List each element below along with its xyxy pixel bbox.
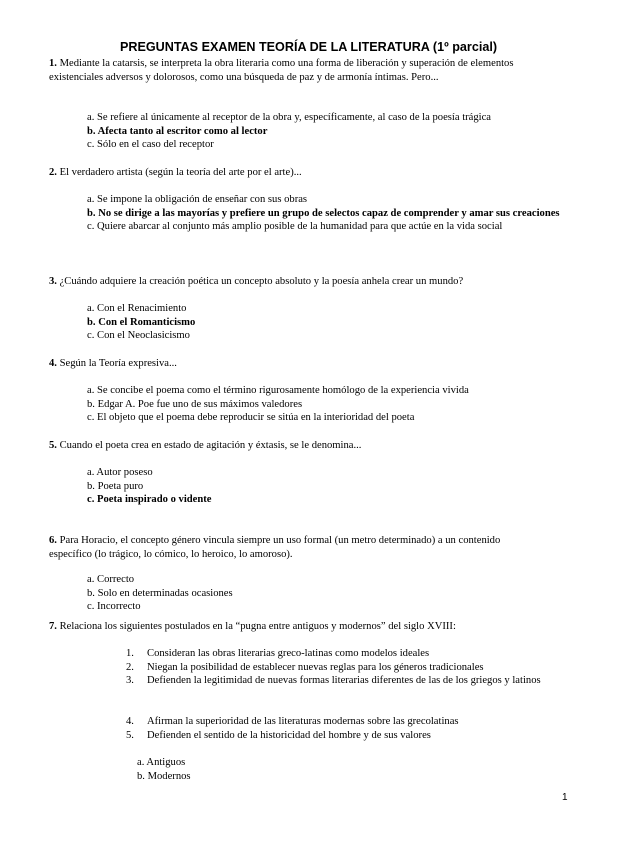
postulates-list-b: [111, 715, 571, 742]
option-b: b. Modernos: [137, 770, 191, 782]
option-b: b. Edgar A. Poe fue uno de sus máximos valedores: [87, 398, 303, 410]
option-a: a. Con el Renacimiento: [87, 303, 187, 314]
question-4: [49, 357, 569, 371]
question-number: 4.: [49, 358, 57, 369]
option-c: c. Quiere abarcar al conjunto más amplio posible de la humanidad para que actúe en la vida social: [87, 221, 503, 233]
option-b-correct: b. No se dirige a las mayorías y prefiere un grupo de selectos capaz de comprender y amar sus creaciones: [87, 207, 560, 219]
option-c-correct: c. Poeta inspirado o vidente: [87, 494, 212, 506]
option-a: a. Correcto: [87, 574, 135, 585]
option-b-correct: b. Con el Romanticismo: [87, 316, 196, 328]
question-1-options: [87, 111, 587, 152]
question-4-options: [87, 384, 587, 425]
postulates-list-a: [111, 647, 571, 688]
question-7: [49, 620, 569, 634]
question-6-options: [87, 573, 587, 614]
question-text: Para Horacio, el concepto género vincula siempre un uso formal (un metro determinado) a un contenido específico (lo trágico, lo cómico, lo heroico, lo amoroso).: [49, 535, 501, 560]
option-a: a. Se refiere al únicamente al receptor de la obra y, específicamente, al caso de la poesía trágica: [87, 112, 492, 123]
question-6: [49, 534, 519, 561]
question-number: 6.: [49, 535, 57, 546]
question-text: Según la Teoría expresiva...: [59, 358, 177, 369]
postulate-item: 1. Consideran las obras literarias greco-latinas como modelos ideales: [126, 648, 430, 659]
question-7-options: [137, 756, 617, 783]
option-a: a. Se concibe el poema como el término rigurosamente homólogo de la experiencia vivida: [87, 385, 469, 396]
postulate-item: 2. Niegan la posibilidad de establecer nuevas reglas para los géneros tradicionales: [126, 661, 484, 673]
option-a: a. Antiguos: [137, 757, 186, 768]
question-3-options: [87, 302, 587, 343]
question-text: Cuando el poeta crea en estado de agitación y éxtasis, se le denomina...: [59, 440, 362, 451]
question-3: [49, 275, 569, 289]
question-5: [49, 439, 569, 453]
question-number: 3.: [49, 276, 57, 287]
postulate-item: 5. Defienden el sentido de la historicidad del hombre y de sus valores: [126, 729, 431, 741]
question-number: 2.: [49, 167, 57, 178]
page-number: 1: [562, 792, 568, 803]
option-c: c. Incorrecto: [87, 601, 141, 613]
option-c: c. Con el Neoclasicismo: [87, 330, 190, 342]
page-title: PREGUNTAS EXAMEN TEORÍA DE LA LITERATURA (1º parcial): [119, 40, 498, 54]
option-b: b. Poeta puro: [87, 480, 144, 492]
postulate-item: 4. Afirman la superioridad de las literaturas modernas sobre las grecolatinas: [126, 716, 459, 727]
option-c: c. Sólo en el caso del receptor: [87, 139, 214, 151]
question-1: [49, 57, 569, 84]
option-b: b. Solo en determinadas ocasiones: [87, 587, 233, 599]
option-b-correct: b. Afecta tanto al escritor como al lector: [87, 125, 268, 137]
question-text: ¿Cuándo adquiere la creación poética un concepto absoluto y la poesía anhela crear un mundo?: [59, 276, 464, 287]
question-text: Relaciona los siguientes postulados en la “pugna entre antiguos y modernos” del siglo XVIII:: [59, 621, 456, 632]
option-c: c. El objeto que el poema debe reproducir se sitúa en la interioridad del poeta: [87, 412, 415, 424]
question-text: El verdadero artista (según la teoría del arte por el arte)...: [59, 167, 302, 178]
question-5-options: [87, 466, 587, 507]
question-2-options: [87, 193, 577, 234]
option-a: a. Se impone la obligación de enseñar con sus obras: [87, 194, 308, 205]
question-text: Mediante la catarsis, se interpreta la obra literaria como una forma de liberación y superación de elementos existenciales adversos y dolorosos, como una búsqueda de paz y de armonía íntimas. Pero...: [49, 58, 514, 83]
question-2: [49, 166, 569, 180]
option-a: a. Autor poseso: [87, 467, 153, 478]
postulate-item: 3. Defienden la legitimidad de nuevas formas literarias diferentes de las de los griegos y latinos: [126, 675, 541, 687]
question-number: 1.: [49, 58, 57, 69]
question-number: 5.: [49, 440, 57, 451]
question-number: 7.: [49, 621, 57, 632]
